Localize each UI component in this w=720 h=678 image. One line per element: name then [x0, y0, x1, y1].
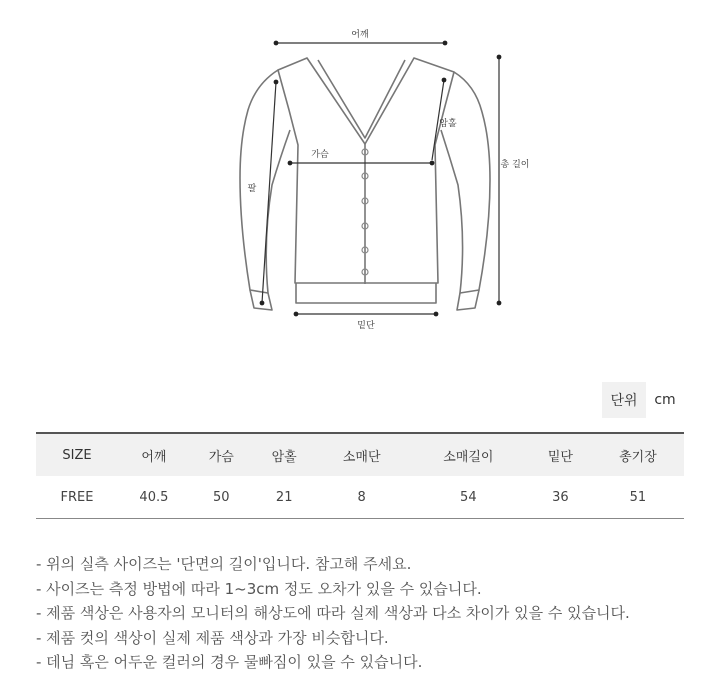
neck-rib [318, 60, 405, 138]
note-item: - 데님 혹은 어두운 컬러의 경우 물빠짐이 있을 수 있습니다. [36, 653, 423, 671]
sleeve-label: 팔 [247, 184, 257, 194]
endpoint [294, 312, 299, 317]
unit-indicator [602, 382, 684, 418]
note-item: - 사이즈는 측정 방법에 따라 1~3cm 정도 오차가 있을 수 있습니다. [36, 579, 482, 598]
size-table-header-row [36, 433, 684, 476]
hem-rib [296, 283, 436, 303]
endpoint [288, 161, 293, 166]
note-item: - 제품 색상은 사용자의 모니터의 해상도에 따라 실제 색상과 다소 차이가 있을 수 있습니다. [36, 604, 630, 622]
header-size: SIZE [36, 433, 118, 476]
endpoint [434, 312, 439, 317]
cardigan-body [278, 58, 454, 283]
armhole-label: 암홀 [439, 119, 457, 129]
size-table [36, 432, 684, 519]
header-sleeve-length: 소매길이 [408, 433, 529, 476]
header-total-length: 총기장 [592, 433, 684, 476]
cardigan-illustration [240, 58, 490, 310]
table-row [36, 476, 684, 519]
cell-sleeve-length: 54 [408, 476, 529, 519]
right-sleeve [441, 72, 490, 293]
size-notes [36, 552, 630, 675]
endpoint [274, 41, 279, 46]
sleeve-measure-line [262, 82, 276, 303]
cell-hem: 36 [529, 476, 592, 519]
shoulder-label: 어깨 [351, 30, 369, 40]
endpoint [442, 78, 447, 83]
unit-label: 단위 [602, 382, 646, 418]
note-item: - 제품 컷의 색상이 실제 제품 색상과 가장 비슷합니다. [36, 628, 389, 647]
cell-cuff: 8 [316, 476, 408, 519]
left-cuff [250, 290, 272, 310]
hem-label: 밑단 [357, 321, 375, 331]
cell-armhole: 21 [253, 476, 316, 519]
header-armhole: 암홀 [253, 433, 316, 476]
endpoint [430, 161, 435, 166]
total-length-label: 총 길이 [500, 160, 530, 170]
cell-total-length: 51 [592, 476, 684, 519]
cell-chest: 50 [190, 476, 253, 519]
note-item: - 위의 실측 사이즈는 '단면의 길이'입니다. 참고해 주세요. [36, 555, 412, 573]
unit-value: cm [654, 392, 676, 408]
endpoint [497, 301, 502, 306]
endpoint [497, 55, 502, 60]
chest-label: 가슴 [311, 150, 329, 160]
endpoint [443, 41, 448, 46]
endpoint [274, 80, 279, 85]
endpoint [260, 301, 265, 306]
header-cuff: 소매단 [316, 433, 408, 476]
cell-size: FREE [36, 476, 118, 519]
header-hem: 밑단 [529, 433, 592, 476]
header-shoulder: 어깨 [118, 433, 190, 476]
cell-shoulder: 40.5 [118, 476, 190, 519]
header-chest: 가슴 [190, 433, 253, 476]
